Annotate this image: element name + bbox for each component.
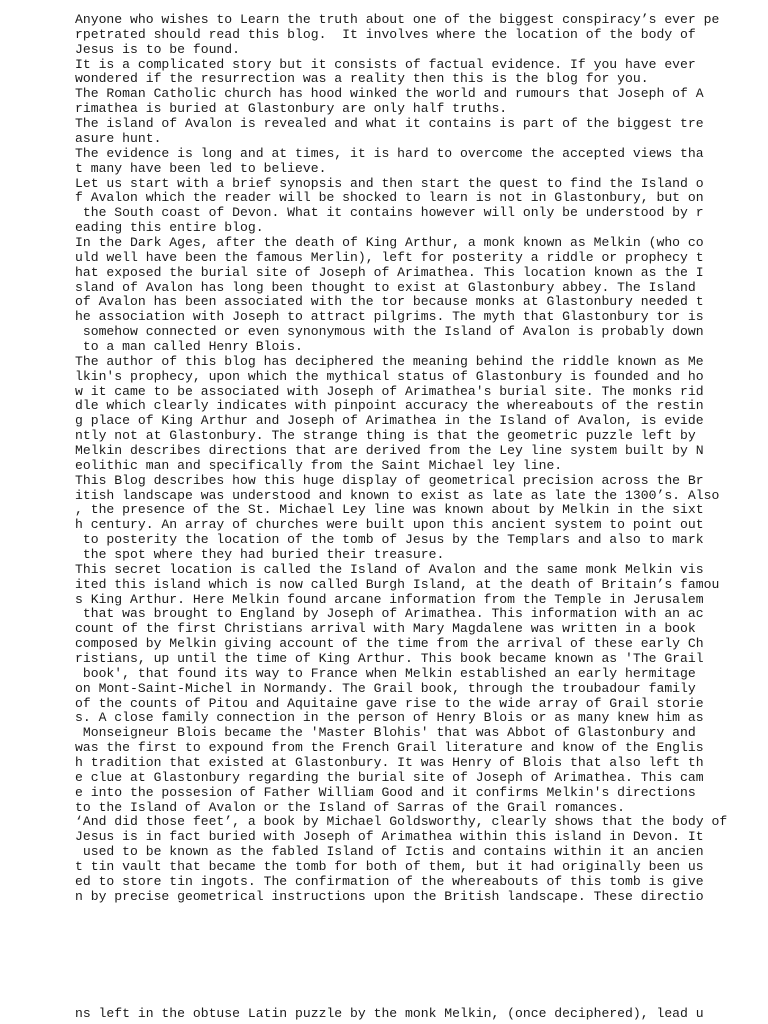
text-line: book', that found its way to France when Melkin established an early hermitage <box>75 665 696 681</box>
text-line: w it came to be associated with Joseph of Arimathea's burial site. The monks rid <box>75 383 704 399</box>
text-line: rpetrated should read this blog. It involves where the location of the body of <box>75 26 696 42</box>
text-line: rimathea is buried at Glastonbury are only half truths. <box>75 101 508 117</box>
text-line: It is a complicated story but it consists of factual evidence. If you have ever <box>75 56 696 72</box>
text-line: ited this island which is now called Burgh Island, at the death of Britain’s famou <box>75 576 720 592</box>
text-line: asure hunt. <box>75 130 162 146</box>
text-line: of Avalon has been associated with the tor because monks at Glastonbury needed t <box>75 294 704 310</box>
text-line: he association with Joseph to attract pilgrims. The myth that Glastonbury tor is <box>75 309 704 325</box>
text-line: sland of Avalon has long been thought to exist at Glastonbury abbey. The Island <box>75 279 696 295</box>
text-line: to a man called Henry Blois. <box>75 338 303 354</box>
text-line: Let us start with a brief synopsis and then start the quest to find the Island o <box>75 175 704 191</box>
text-line: Jesus is to be found. <box>75 41 241 57</box>
text-line: ‘And did those feet’, a book by Michael Goldsworthy, clearly shows that the body of <box>75 814 728 830</box>
text-line: hat exposed the burial site of Joseph of Arimathea. This location known as the I <box>75 264 704 280</box>
text-line: count of the first Christians arrival with Mary Magdalene was written in a book <box>75 621 696 637</box>
text-line: ed to store tin ingots. The confirmation of the whereabouts of this tomb is give <box>75 873 704 889</box>
text-line: This secret location is called the Island of Avalon and the same monk Melkin vis <box>75 561 704 577</box>
text-line: lkin's prophecy, upon which the mythical status of Glastonbury is founded and ho <box>75 368 704 384</box>
text-line: to the Island of Avalon or the Island of Sarras of the Grail romances. <box>75 799 626 815</box>
text-line: n by precise geometrical instructions upon the British landscape. These directio <box>75 888 704 904</box>
text-line: s. A close family connection in the person of Henry Blois or as many knew him as <box>75 710 704 726</box>
text-line: wondered if the resurrection was a reality then this is the blog for you. <box>75 71 649 87</box>
text-line: h century. An array of churches were built upon this ancient system to point out <box>75 517 704 533</box>
text-line: ristians, up until the time of King Arthur. This book became known as 'The Grail <box>75 651 704 666</box>
text-line: the spot where they had buried their treasure. <box>75 547 445 562</box>
text-line: f Avalon which the reader will be shocked to learn is not in Glastonbury, but on <box>75 190 704 206</box>
text-line: s King Arthur. Here Melkin found arcane information from the Temple in Jerusalem <box>75 591 704 607</box>
text-line: t tin vault that became the tomb for both of them, but it had originally been us <box>75 859 704 874</box>
text-line: somehow connected or even synonymous with the Island of Avalon is probably down <box>75 324 704 340</box>
text-line: The Roman Catholic church has hood winked the world and rumours that Joseph of A <box>75 86 704 102</box>
text-line: The author of this blog has deciphered the meaning behind the riddle known as Me <box>75 353 704 369</box>
text-line: itish landscape was understood and known to exist as late as late the 1300’s. Also <box>75 487 720 503</box>
text-line: , the presence of the St. Michael Ley line was known about by Melkin in the sixt <box>75 502 704 518</box>
text-line: Melkin describes directions that are derived from the Ley line system built by N <box>75 442 704 458</box>
text-line: h tradition that existed at Glastonbury. It was Henry of Blois that also left th <box>75 755 704 770</box>
text-line: The island of Avalon is revealed and what it contains is part of the biggest tre <box>75 116 704 131</box>
text-line: of the counts of Pitou and Aquitaine gave rise to the wide array of Grail storie <box>75 695 704 711</box>
text-line: composed by Melkin giving account of the time from the arrival of these early Ch <box>75 636 704 652</box>
footer-text-line: ns left in the obtuse Latin puzzle by the monk Melkin, (once deciphered), lead u <box>75 1006 704 1021</box>
text-line: e clue at Glastonbury regarding the burial site of Joseph of Arimathea. This cam <box>75 769 704 785</box>
text-line: This Blog describes how this huge display of geometrical precision across the Br <box>75 472 704 488</box>
text-line: was the first to expound from the French Grail literature and know of the Englis <box>75 740 704 756</box>
text-line: Anyone who wishes to Learn the truth about one of the biggest conspiracy’s ever pe <box>75 12 720 27</box>
text-line: used to be known as the fabled Island of Ictis and contains within it an ancien <box>75 844 704 860</box>
text-line: Jesus is in fact buried with Joseph of Arimathea within this island in Devon. It <box>75 829 704 845</box>
text-line: t many have been led to believe. <box>75 160 327 176</box>
text-line: e into the possesion of Father William Good and it confirms Melkin's directions <box>75 784 696 800</box>
text-line: In the Dark Ages, after the death of King Arthur, a monk known as Melkin (who co <box>75 234 704 250</box>
text-line: that was brought to England by Joseph of Arimathea. This information with an ac <box>75 606 704 622</box>
text-line: g place of King Arthur and Joseph of Arimathea in the Island of Avalon, is evide <box>75 413 704 429</box>
text-line: dle which clearly indicates with pinpoint accuracy the whereabouts of the restin <box>75 398 704 414</box>
text-line: Monseigneur Blois became the 'Master Blohis' that was Abbot of Glastonbury and <box>75 725 696 741</box>
text-line: eading this entire blog. <box>75 220 264 235</box>
text-line: on Mont-Saint-Michel in Normandy. The Grail book, through the troubadour family <box>75 680 696 696</box>
text-line: eolithic man and specifically from the Saint Michael ley line. <box>75 457 563 473</box>
text-line: The evidence is long and at times, it is hard to overcome the accepted views tha <box>75 145 704 161</box>
text-line: ntly not at Glastonbury. The strange thing is that the geometric puzzle left by <box>75 428 696 444</box>
text-line: the South coast of Devon. What it contains however will only be understood by r <box>75 205 704 221</box>
text-line: uld well have been the famous Merlin), left for posterity a riddle or prophecy t <box>75 249 704 265</box>
text-line: to posterity the location of the tomb of Jesus by the Templars and also to mark <box>75 532 704 548</box>
